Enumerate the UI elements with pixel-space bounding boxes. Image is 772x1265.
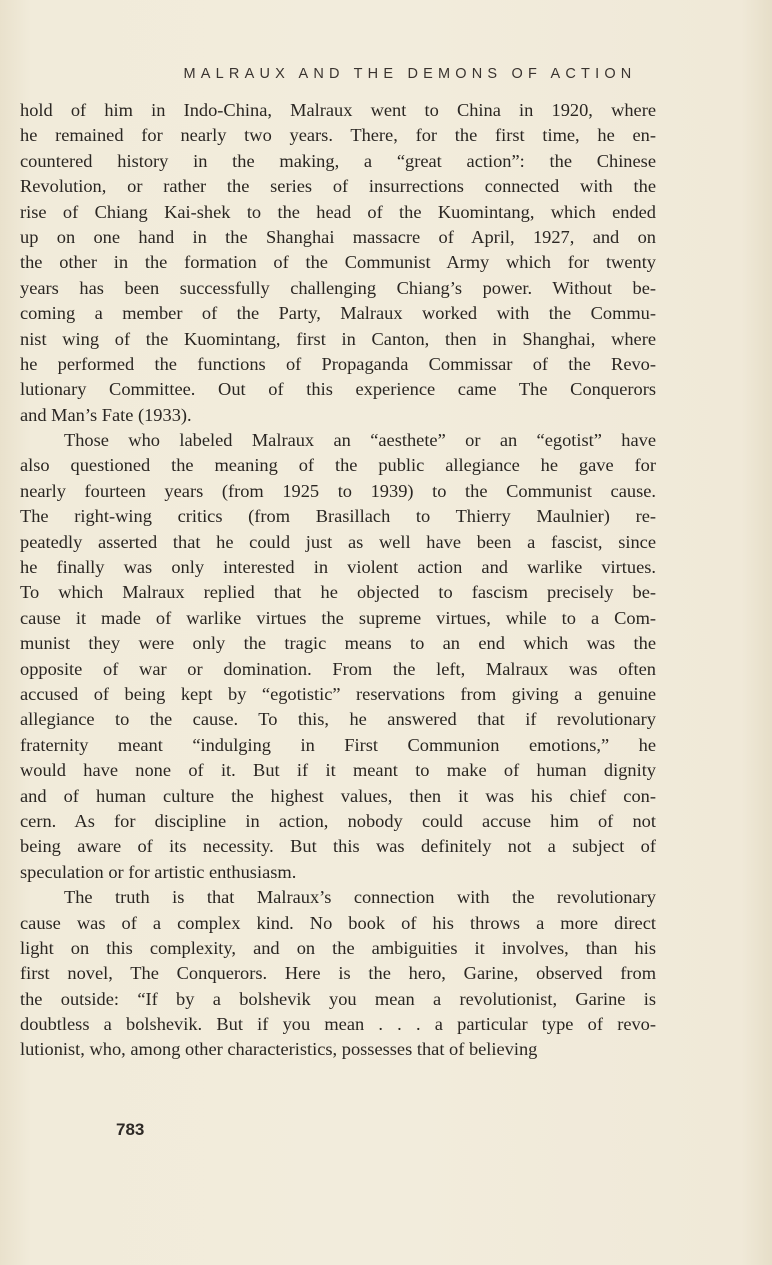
text-line: peatedly asserted that he could just as well have been a fascist, since <box>20 531 656 552</box>
text-line: and of human culture the highest values, then it was his chief con- <box>20 785 656 806</box>
text-line: would have none of it. But if it meant to make of human dignity <box>20 760 656 781</box>
text-line: light on this complexity, and on the ambiguities it involves, than his <box>20 937 656 958</box>
text-line: he finally was only interested in violent action and warlike virtues. <box>20 557 656 578</box>
text-line: speculation or for artistic enthusiasm. <box>20 861 297 882</box>
paragraph <box>20 885 656 1063</box>
text-line: lutionary Committee. Out of this experience came The Conquerors <box>20 379 656 400</box>
text-line: he remained for nearly two years. There, for the first time, he en- <box>20 125 656 146</box>
text-line: The right-wing critics (from Brasillach to Thierry Maulnier) re- <box>20 506 656 527</box>
text-line: nearly fourteen years (from 1925 to 1939) to the Communist cause. <box>20 480 656 501</box>
paragraph <box>20 98 656 428</box>
text-line: lutionist, who, among other characteristics, possesses that of believing <box>20 1039 538 1060</box>
text-line: munist they were only the tragic means to an end which was the <box>20 633 656 654</box>
text-line: countered history in the making, a “great action”: the Chinese <box>20 150 656 171</box>
text-line: the other in the formation of the Communist Army which for twenty <box>20 252 656 273</box>
text-line: up on one hand in the Shanghai massacre of April, 1927, and on <box>20 226 656 247</box>
text-line: being aware of its necessity. But this was definitely not a subject of <box>20 836 656 857</box>
text-line: coming a member of the Party, Malraux worked with the Commu- <box>20 303 656 324</box>
text-line: hold of him in Indo-China, Malraux went to China in 1920, where <box>20 100 656 120</box>
text-line: rise of Chiang Kai-shek to the head of the Kuomintang, which ended <box>20 201 656 222</box>
text-line: first novel, The Conquerors. Here is the hero, Garine, observed from <box>20 963 656 984</box>
text-line: the outside: “If by a bolshevik you mean a revolutionist, Garine is <box>20 988 656 1009</box>
text-line: years has been successfully challenging Chiang’s power. Without be- <box>20 277 656 298</box>
running-head: MALRAUX AND THE DEMONS OF ACTION <box>183 66 637 82</box>
text-line: To which Malraux replied that he objected to fascism precisely be- <box>20 582 656 603</box>
text-line: and Man’s Fate (1933). <box>20 404 192 425</box>
text-line: also questioned the meaning of the public allegiance he gave for <box>20 455 656 476</box>
text-line: cause it made of warlike virtues the supreme virtues, while to a Com- <box>20 607 656 628</box>
text-line: he performed the functions of Propaganda Commissar of the Revo- <box>20 353 656 374</box>
text-line: accused of being kept by “egotistic” reservations from giving a genuine <box>20 683 656 704</box>
text-line: nist wing of the Kuomintang, first in Canton, then in Shanghai, where <box>20 328 656 349</box>
text-line: cause was of a complex kind. No book of his throws a more direct <box>20 912 656 933</box>
text-line: doubtless a bolshevik. But if you mean . . . a particular type of revo- <box>20 1014 656 1035</box>
text-line: Revolution, or rather the series of insurrections connected with the <box>20 176 656 197</box>
page-number: 783 <box>116 1120 145 1139</box>
text-line: allegiance to the cause. To this, he answered that if revolutionary <box>20 709 656 730</box>
text-line: opposite of war or domination. From the left, Malraux was often <box>20 658 656 679</box>
body-text <box>20 98 656 1063</box>
text-line: Those who labeled Malraux an “aesthete” or an “egotist” have <box>64 430 656 451</box>
paragraph <box>20 428 656 885</box>
text-line: The truth is that Malraux’s connection with the revolutionary <box>64 887 656 908</box>
text-line: fraternity meant “indulging in First Communion emotions,” he <box>20 734 656 755</box>
text-line: cern. As for discipline in action, nobody could accuse him of not <box>20 810 656 831</box>
